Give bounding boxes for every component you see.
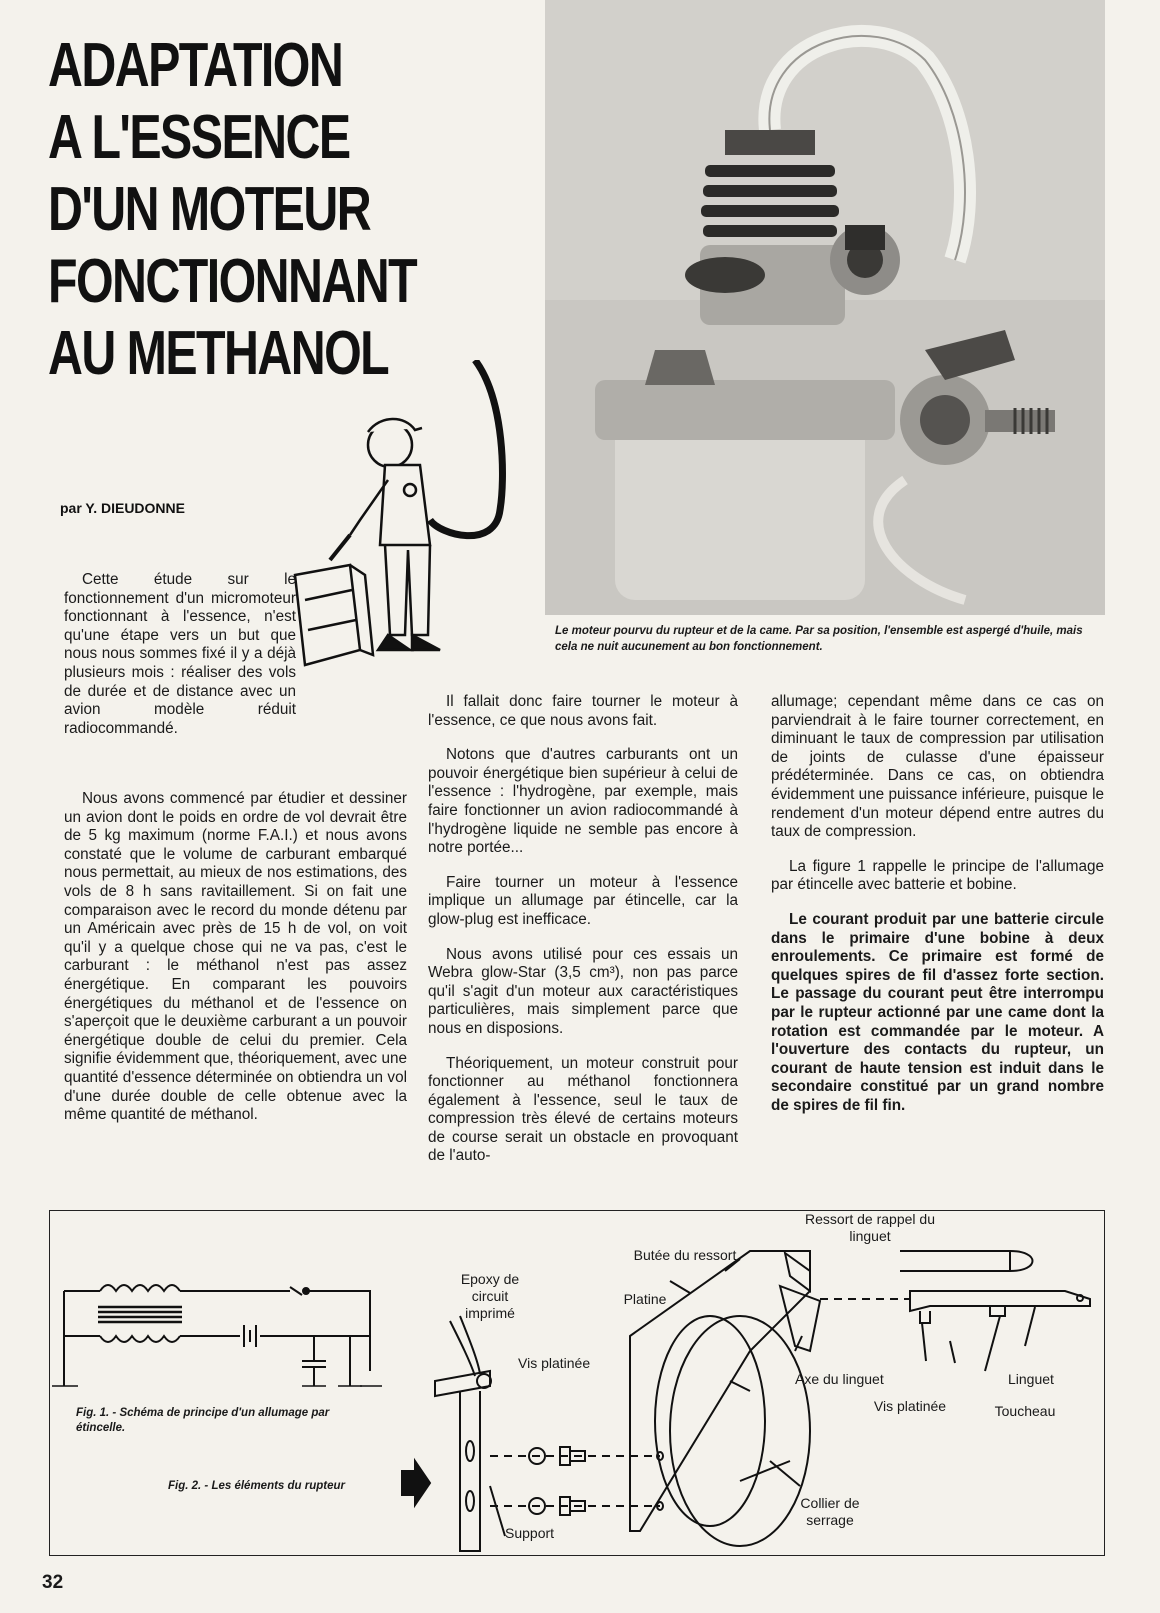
photo-caption: Le moteur pourvu du rupteur et de la came. Par sa position, l'ensemble est aspergé d'huile, mais cela ne nuit aucunement au bon fonctionnement. bbox=[555, 625, 1083, 653]
body-paragraph: Cette étude sur le fonctionnement d'un micromoteur fonctionnant à l'essence, n'est qu'une étape vers un but que nous nous sommes fixé il y a déjà plusieurs mois : réaliser des vols de durée et de distance avec un avion modèle réduit radiocommandé. bbox=[64, 571, 296, 737]
title-line-2: A L'ESSENCE bbox=[48, 103, 350, 172]
title-line-3: D'UN MOTEUR bbox=[48, 175, 371, 244]
title-line-4: FONCTIONNANT bbox=[48, 247, 417, 316]
column-1 bbox=[64, 790, 407, 1141]
label-butee: Butée du ressort bbox=[633, 1247, 737, 1263]
body-paragraph: La figure 1 rappelle le principe de l'allumage par étincelle avec batterie et bobine. bbox=[771, 857, 1104, 894]
body-paragraph: allumage; cependant même dans ce cas on parviendrait à le faire tourner correctement, en diminuant le taux de compression par utilisation de joints de culasse d'une épaisseur prédéterminée. Dans ce cas, on obtiendra évidemment une puissance inférieure, puisque le rendement d'un moteur dépend entre autres du taux de compression. bbox=[771, 693, 1104, 841]
label-epoxy: Epoxy de circuit imprimé bbox=[460, 1271, 520, 1321]
body-paragraph: Faire tourner un moteur à l'essence implique un allumage par étincelle, car la glow-plug est inefficace. bbox=[428, 873, 738, 928]
title-line-5: AU METHANOL bbox=[48, 319, 389, 388]
body-paragraph: Nous avons commencé par étudier et dessiner un avion dont le poids en ordre de vol devrait être de 5 kg maximum (norme F.A.I.) et nous avons constaté que le volume de carburant embarqué nous permettait, au mieux de nos estimations, des vols de 8 h sans ravitaillement. Si on fait une comparaison avec le record du monde détenu par un Américain avec près de 15 h de vol, on voit qu'il y a quelque chose qui ne va pas, c'est le carburant : le méthanol n'est pas assez énergétique. En comparant les pouvoirs énergétiques du méthanol et de l'essence on s'aperçoit que le deuxième carburant a un pouvoir énergétique double de celui du premier. Cela signifie évidemment que, théoriquement, avec une quantité d'essence déterminée on obtiendra un vol d'une durée double de celle obtenue avec la même quantité de méthanol. bbox=[64, 790, 407, 1124]
label-axe: Axe du linguet bbox=[795, 1371, 884, 1387]
label-support: Support bbox=[505, 1525, 555, 1541]
article-title bbox=[48, 30, 422, 390]
fig2-caption: Fig. 2. - Les éléments du rupteur bbox=[168, 1480, 346, 1492]
figures-panel bbox=[49, 1210, 1105, 1556]
intro-paragraph bbox=[64, 571, 296, 754]
label-vis-platinee-right: Vis platinée bbox=[873, 1398, 947, 1414]
label-vis-platinee-left: Vis platinée bbox=[518, 1355, 591, 1371]
label-platine: Platine bbox=[623, 1291, 667, 1307]
body-paragraph: Nous avons utilisé pour ces essais un Webra glow-Star (3,5 cm³), non pas parce qu'il s'agit d'un moteur aux caractéristiques particulières, mais simplement parce que nous en disposions. bbox=[428, 945, 738, 1037]
fig1-caption: Fig. 1. - Schéma de principe d'un allumage par étincelle. bbox=[76, 1407, 330, 1434]
author-byline: par Y. DIEUDONNE bbox=[60, 500, 185, 516]
mechanic-cartoon bbox=[290, 360, 540, 690]
body-paragraph: Théoriquement, un moteur construit pour fonctionner au méthanol fonctionnera également à l'essence, seul le taux de compression très élevé de certains moteurs de course serait un obstacle en provoquant de l'auto- bbox=[428, 1054, 738, 1165]
label-linguet: Linguet bbox=[1008, 1371, 1054, 1387]
column-3 bbox=[771, 693, 1104, 1131]
body-paragraph: Le courant produit par une batterie circule dans le primaire d'une bobine à deux enroulements. Ce primaire est formé de quelques spires de fil d'assez forte section. Le passage du courant peut être interrompu par le rupteur actionné par une came dont la rotation est commandée par le moteur. A l'ouverture des contacts du rupteur, un courant de haute tension est induit dans le secondaire constitué par un grand nombre de spires de fil fin. bbox=[771, 910, 1104, 1114]
label-toucheau: Toucheau bbox=[994, 1403, 1056, 1419]
body-paragraph: Il fallait donc faire tourner le moteur à l'essence, ce que nous avons fait. bbox=[428, 693, 738, 729]
column-2 bbox=[428, 693, 738, 1182]
fig1-schematic bbox=[52, 1285, 382, 1386]
engine-photo bbox=[545, 0, 1105, 615]
label-collier: Collier de serrage bbox=[800, 1495, 860, 1528]
label-ressort: Ressort de rappel du linguet bbox=[805, 1211, 935, 1244]
title-line-1: ADAPTATION bbox=[48, 31, 343, 100]
page-number: 32 bbox=[42, 1572, 64, 1593]
body-paragraph: Notons que d'autres carburants ont un pouvoir énergétique bien supérieur à celui de l'essence : l'hydrogène, par exemple, mais faire fonctionner un avion radiocommandé à l'hydrogène liquide ne semble pas encore à notre portée... bbox=[428, 746, 738, 857]
